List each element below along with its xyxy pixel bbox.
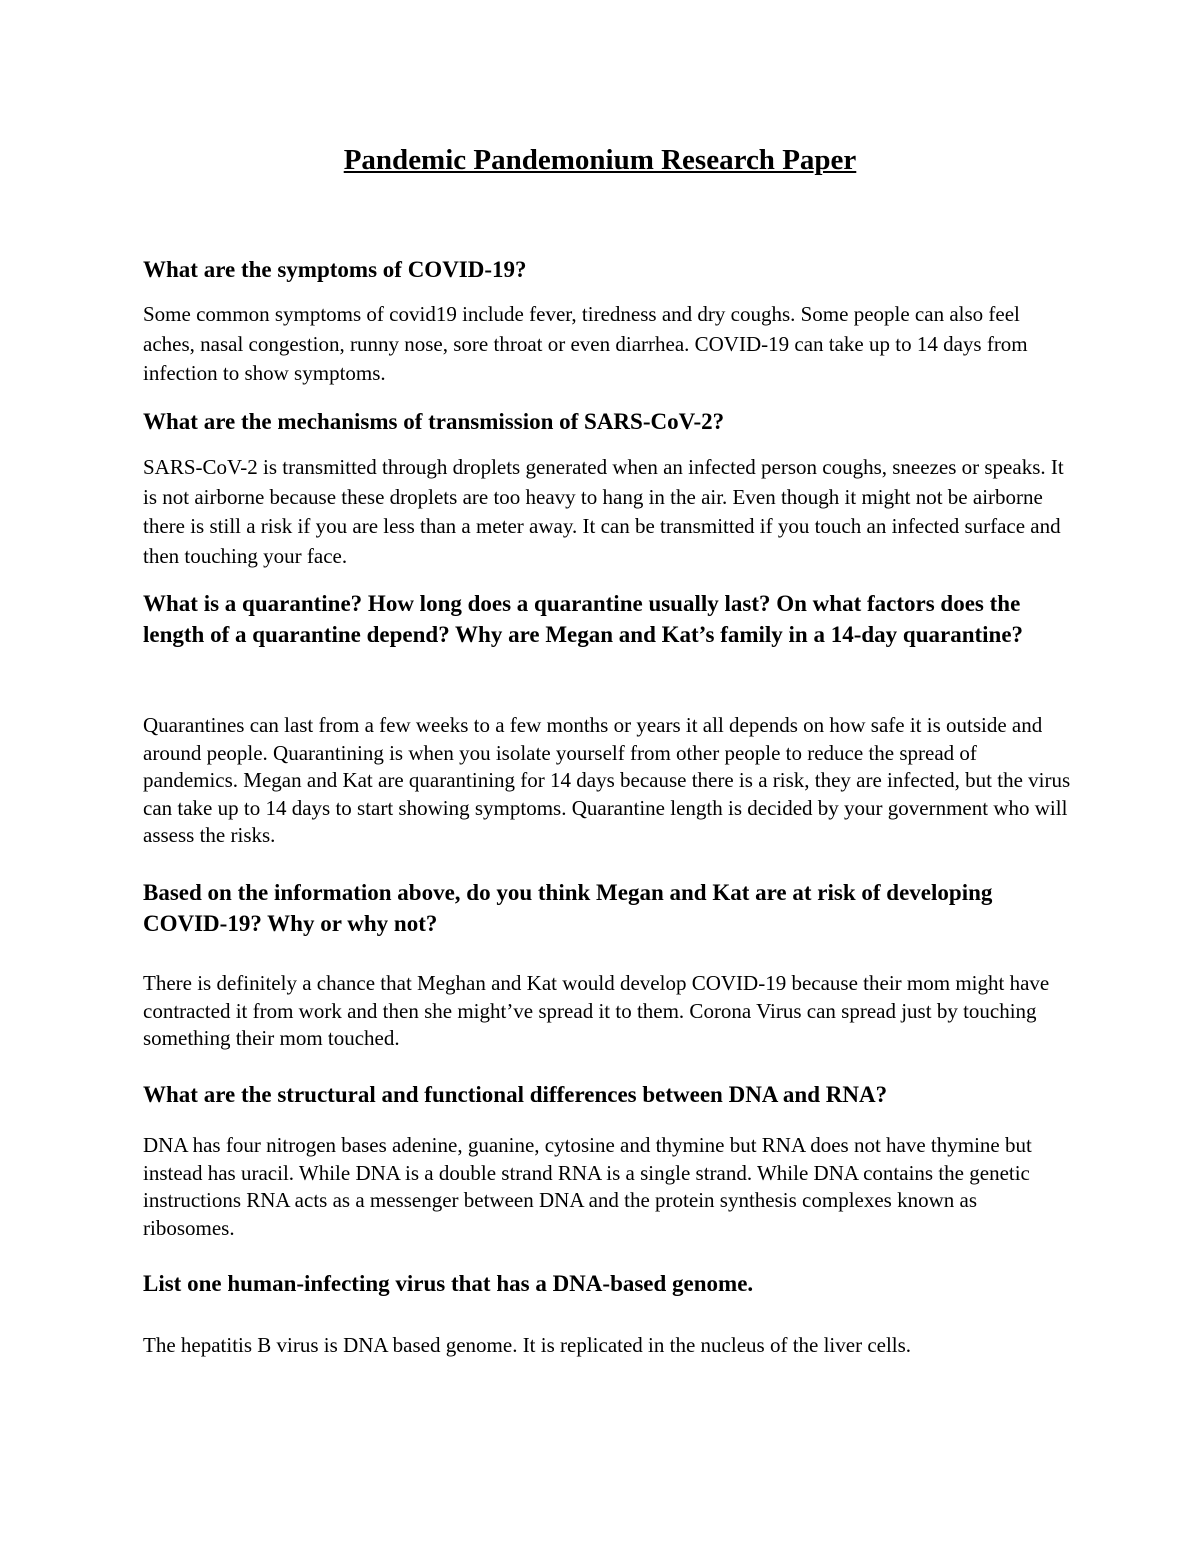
question-heading-transmission: What are the mechanisms of transmission of SARS-CoV-2? (143, 409, 725, 434)
answer-paragraph-dna-rna: DNA has four nitrogen bases adenine, guanine, cytosine and thymine but RNA does not have thymine but instead has uracil. While DNA is a double strand RNA is a single strand. While DNA contains the genetic instructions RNA acts as a messenger between DNA and the protein synthesis complexes known as ribosomes. (143, 1133, 1032, 1240)
question-heading-quarantine: What is a quarantine? How long does a quarantine usually last? On what factors does the length of a quarantine depend? Why are Megan and Kat’s family in a 14-day quarantine? (143, 591, 1024, 647)
question-heading-risk: Based on the information above, do you think Megan and Kat are at risk of developing COVID-19? Why or why not? (143, 880, 993, 936)
answer-paragraph-quarantine: Quarantines can last from a few weeks to a few months or years it all depends on how safe it is outside and around people. Quarantining is when you isolate yourself from other people to reduce the spread of pandemics. Megan and Kat are quarantining for 14 days because there is a risk, they are infected, but the virus can take up to 14 days to start showing symptoms. Quarantine length is decided by your government who will assess the risks. (143, 713, 1071, 847)
page-title: Pandemic Pandemonium Research Paper (343, 144, 857, 176)
answer-paragraph-risk: There is definitely a chance that Meghan and Kat would develop COVID-19 because their mom might have contracted it from work and then she might’ve spread it to them. Corona Virus can spread just by touching something their mom touched. (143, 971, 1050, 1050)
question-heading-symptoms: What are the symptoms of COVID-19? (143, 257, 527, 282)
answer-paragraph-transmission: SARS-CoV-2 is transmitted through droplets generated when an infected person coughs, sneezes or speaks. It is not airborne because these droplets are too heavy to hang in the air. Even though it might not be airborne there is still a risk if you are less than a meter away. It can be transmitted if you touch an infected surface and then touching your face. (143, 455, 1064, 568)
question-heading-dna-virus: List one human-infecting virus that has a DNA-based genome. (143, 1271, 754, 1296)
question-heading-dna-rna: What are the structural and functional differences between DNA and RNA? (143, 1082, 888, 1107)
answer-paragraph-dna-virus: The hepatitis B virus is DNA based genome. It is replicated in the nucleus of the liver cells. (143, 1333, 912, 1357)
answer-paragraph-symptoms: Some common symptoms of covid19 include fever, tiredness and dry coughs. Some people can also feel aches, nasal congestion, runny nose, sore throat or even diarrhea. COVID-19 can take up to 14 days from infection to show symptoms. (143, 302, 1028, 385)
